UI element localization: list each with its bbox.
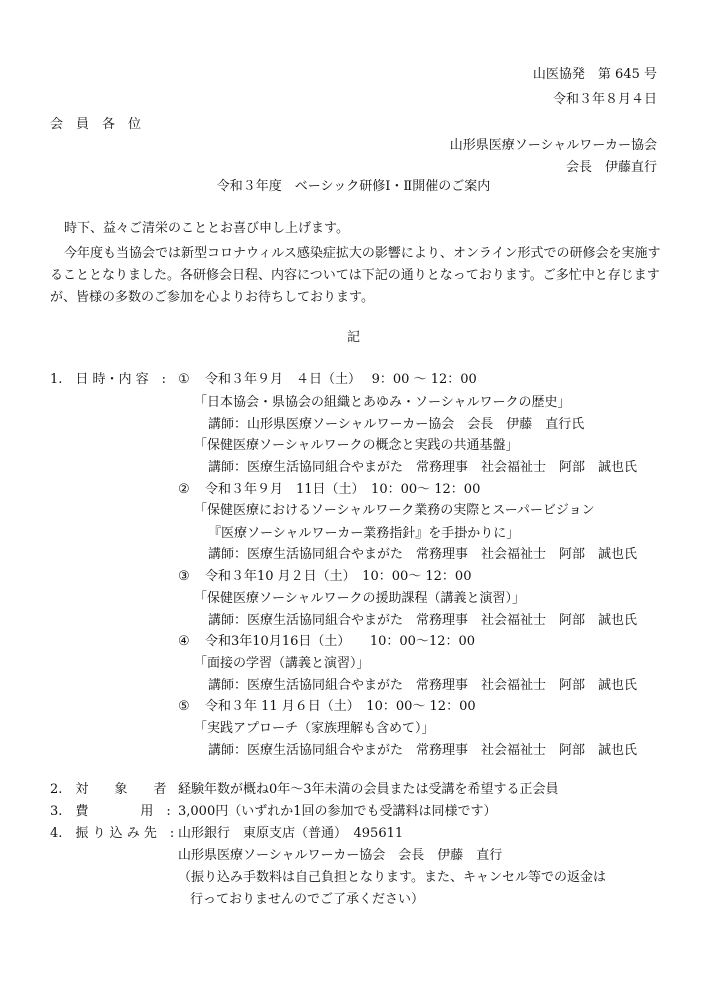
session-4-datetime: 令和3年10月16日（土） 10：00～12：00: [205, 634, 476, 649]
session-5-title: 「実践アプローチ（家族理解も含めて）」: [194, 721, 435, 736]
recipient: 会 員 各 位: [50, 117, 142, 132]
session-4-lecturer: 講師：医療生活協同組合やまがた 常務理事 社会福祉士 阿部 誠也氏: [208, 678, 638, 693]
issue-date: 令和３年８月４日: [552, 92, 657, 107]
transfer-account-holder: 山形県医療ソーシャルワーカー協会 会長 伊藤 直行: [178, 848, 503, 863]
fee-value: 3,000円（いずれか1回の参加でも受講料は同様です）: [178, 804, 497, 819]
greeting: 時下、益々ご清栄のこととお喜び申し上げます。: [64, 221, 349, 236]
session-1-topic-1-title: 「日本協会・県協会の組織とあゆみ・ソーシャルワークの歴史」: [194, 395, 571, 410]
session-5-lecturer: 講師：医療生活協同組合やまがた 常務理事 社会福祉士 阿部 誠也氏: [208, 743, 638, 758]
transfer-note-line-2: 行っておりませんのでご了承ください）: [190, 892, 425, 907]
sender-organization: 山形県医療ソーシャルワーカー協会: [449, 138, 657, 153]
fee-label: 3. 費 用 :: [50, 804, 171, 819]
session-1-datetime: 令和３年９月 ４日（土） 9：00 ～ 12：00: [205, 372, 477, 387]
session-5-number: ⑤: [178, 699, 190, 714]
schedule-label: 1. 日 時・内 容 :: [50, 372, 167, 387]
sender-name: 会長 伊藤直行: [565, 160, 657, 175]
session-2-number: ②: [178, 482, 190, 497]
session-2-lecturer: 講師：医療生活協同組合やまがた 常務理事 社会福祉士 阿部 誠也氏: [208, 547, 638, 562]
session-1-number: ①: [178, 372, 190, 387]
session-3-title: 「保健医療ソーシャルワークの援助課程（講義と演習）」: [194, 591, 525, 606]
session-1-topic-1-lecturer: 講師：山形県医療ソーシャルワーカー協会 会長 伊藤 直行氏: [208, 417, 585, 432]
transfer-note-line-1: （振り込み手数料は自己負担となります。また、キャンセル等での返金は: [178, 870, 606, 885]
session-3-number: ③: [178, 569, 190, 584]
session-3-lecturer: 講師：医療生活協同組合やまがた 常務理事 社会福祉士 阿部 誠也氏: [208, 613, 638, 628]
body-paragraph-line-3: が、皆様の多数のご参加を心よりお待ちしております。: [50, 290, 374, 305]
session-2-title-line-1: 「保健医療におけるソーシャルワーク業務の実際とスーパービジョン: [194, 503, 595, 518]
transfer-label: 4. 振 り 込 み 先 :: [50, 826, 175, 841]
session-1-topic-2-lecturer: 講師：医療生活協同組合やまがた 常務理事 社会福祉士 阿部 誠也氏: [208, 460, 638, 475]
session-1-topic-2-title: 「保健医療ソーシャルワークの概念と実践の共通基盤」: [194, 438, 519, 453]
session-4-title: 「面接の学習（講義と演習）」: [194, 656, 370, 671]
target-label: 2. 対 象 者 :: [50, 782, 184, 797]
body-paragraph-line-1: 今年度も当協会では新型コロナウィルス感染症拡大の影響により、オンライン形式での研修会を実施す: [64, 246, 661, 261]
body-paragraph-line-2: ることとなりました。各研修会日程、内容については下記の通りとなっております。ご多忙中と存じます: [50, 268, 660, 283]
document-number: 山医協発 第 645 号: [532, 67, 657, 82]
session-2-datetime: 令和３年９月 11日（土） 10：00～ 12：00: [205, 482, 481, 497]
transfer-bank: 山形銀行 東原支店（普通） 495611: [178, 826, 404, 841]
target-value: 経験年数が概ね0年～3年未満の会員または受講を希望する正会員: [178, 782, 559, 797]
ki-heading: 記: [346, 330, 360, 345]
document-title: 令和３年度 ベーシック研修Ⅰ・Ⅱ開催のご案内: [216, 179, 491, 194]
session-5-datetime: 令和３年 11 月６日（土） 10：00～ 12：00: [205, 699, 476, 714]
session-2-title-line-2: 『医療ソーシャルワーカー業務指針』を手掛かりに」: [208, 526, 520, 541]
session-3-datetime: 令和３年10 月２日（土） 10：00～ 12：00: [205, 569, 472, 584]
session-4-number: ④: [178, 634, 190, 649]
